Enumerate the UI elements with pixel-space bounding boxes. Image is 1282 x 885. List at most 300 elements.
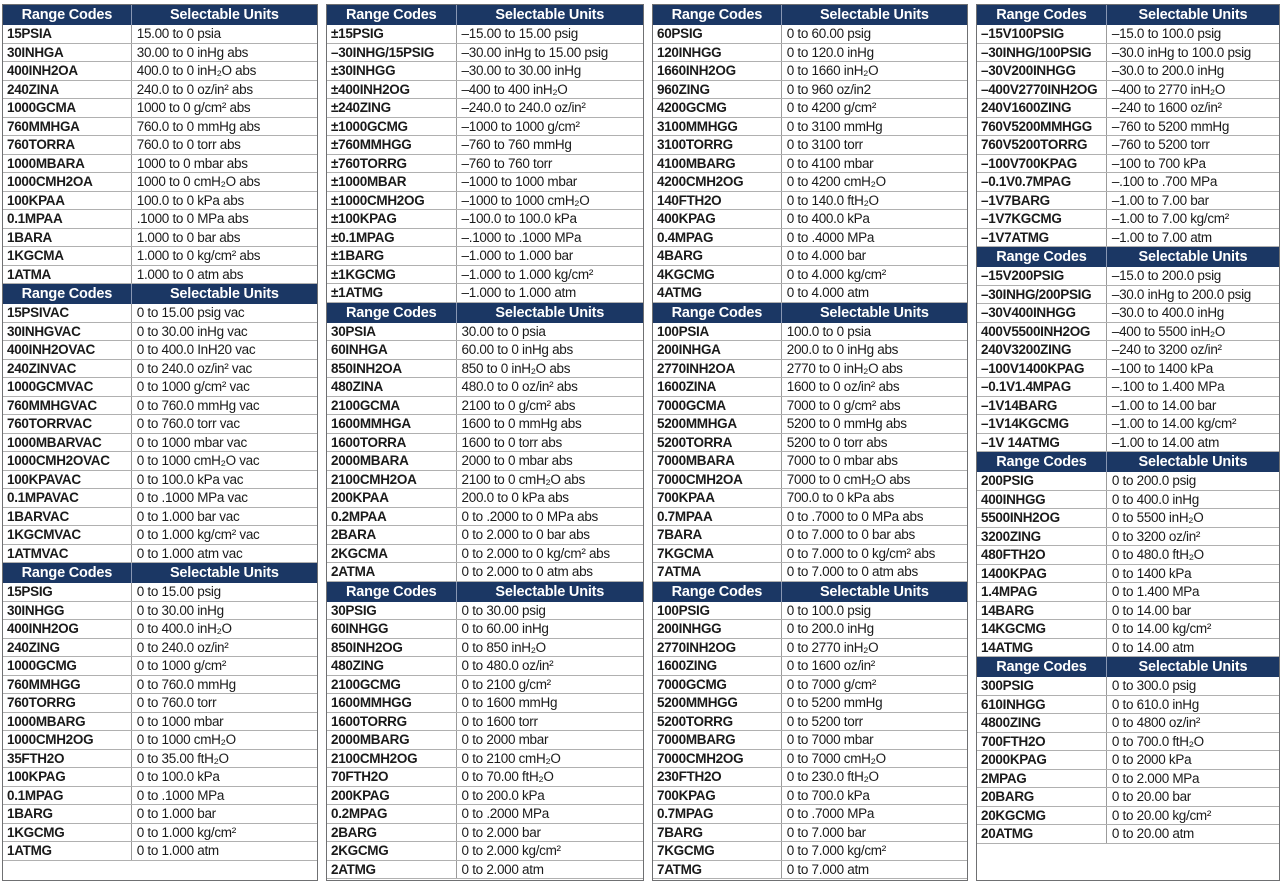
unit-cell: 0 to 4200 cmH₂O (786, 174, 886, 189)
table-row (327, 861, 643, 880)
range-code-cell: 14ATMG (977, 639, 1107, 657)
table-row (977, 696, 1279, 715)
unit-cell: 2770 to 0 inH₂O abs (786, 360, 903, 376)
range-code-cell: 100KPAVAC (3, 471, 132, 489)
unit-cell: 0 to 7.000 to 0 atm abs (786, 564, 918, 579)
table-row (327, 768, 643, 787)
range-code-cell: 5200MMHGA (653, 415, 782, 433)
range-code-cell: –30INHG/15PSIG (327, 44, 457, 62)
range-code-cell: 1000GCMVAC (3, 378, 132, 396)
table-row (327, 341, 643, 360)
table-row (977, 192, 1279, 211)
table-row (327, 118, 643, 137)
range-code-cell: –15V200PSIG (977, 267, 1107, 285)
range-code-cell: –1V7ATMG (977, 229, 1107, 247)
table-row (3, 210, 317, 229)
range-code-cell: 2KGCMA (327, 545, 457, 563)
unit-cell: –30.0 to 200.0 inHg (1111, 63, 1225, 78)
unit-cell: 0 to 1.000 kg/cm² (136, 824, 236, 840)
unit-cell: 0 to 200.0 psig (1111, 473, 1196, 488)
range-code-cell: –1V14BARG (977, 397, 1107, 415)
range-code-cell: –0.1V1.4MPAG (977, 378, 1107, 396)
unit-cell: 0 to 5200 torr (786, 713, 863, 729)
table-row (3, 526, 317, 545)
range-code-cell: 20BARG (977, 788, 1107, 806)
unit-cell: 0 to 1.000 atm vac (136, 545, 243, 561)
range-code-cell: –1V 14ATMG (977, 434, 1107, 452)
unit-cell: –1.00 to 14.00 atm (1111, 434, 1220, 450)
table-section-header (327, 5, 643, 25)
table-row (653, 676, 967, 695)
unit-cell: 0 to 3100 mmHg (786, 118, 883, 134)
table-row (327, 415, 643, 434)
selectable-units-header-cell: Selectable Units (495, 7, 605, 23)
table-row (327, 44, 643, 63)
unit-cell: .1000 to 0 MPa abs (136, 211, 249, 226)
unit-cell: –30.00 inHg to 15.00 psig (461, 44, 608, 60)
range-code-cell: 0.2MPAG (327, 805, 457, 823)
range-code-cell: ±100KPAG (327, 210, 457, 228)
unit-cell: 0 to 4.000 atm (786, 285, 869, 300)
unit-cell: 0 to 2770 inH₂O (786, 639, 879, 655)
unit-cell: 0 to 4800 oz/in² (1111, 715, 1201, 730)
table-row (3, 842, 317, 861)
table-row (3, 323, 317, 342)
table-row (653, 44, 967, 63)
range-codes-header-cell: Range Codes (3, 563, 132, 583)
table-row (653, 81, 967, 100)
range-code-cell: 700KPAG (653, 787, 782, 805)
table-row (327, 824, 643, 843)
unit-range-table (3, 563, 317, 880)
unit-cell: –.100 to 1.400 MPa (1111, 379, 1225, 394)
table-row (653, 452, 967, 471)
range-code-cell: 2MPAG (977, 770, 1107, 788)
unit-cell: –30.0 inHg to 200.0 psig (1111, 286, 1252, 302)
unit-cell: 0 to 14.00 kg/cm² (1111, 621, 1212, 636)
unit-cell: 0 to 2.000 kg/cm² (461, 843, 561, 858)
range-code-cell: 200INHGG (653, 620, 782, 638)
unit-cell: 0 to 200.0 inHg (786, 621, 874, 636)
unit-cell: –400 to 5500 inH₂O (1111, 323, 1226, 339)
table-row (3, 378, 317, 397)
table-row (327, 545, 643, 564)
unit-cell: 1.000 to 0 kg/cm² abs (136, 248, 261, 263)
range-code-cell: 4800ZING (977, 714, 1107, 732)
range-code-cell: 400KPAG (653, 210, 782, 228)
range-code-cell: 1KGCMVAC (3, 526, 132, 544)
unit-cell: 0 to 1.000 kg/cm² vac (136, 527, 260, 542)
range-code-cell: 200INHGA (653, 341, 782, 359)
unit-cell: –15.00 to 15.00 psig (461, 26, 578, 41)
unit-cell: 0 to 2.000 bar (461, 824, 541, 840)
table-row (653, 713, 967, 732)
range-code-cell: 480FTH2O (977, 546, 1107, 564)
range-code-cell: 7000GCMG (653, 676, 782, 694)
unit-cell: –1.00 to 14.00 bar (1111, 397, 1217, 413)
unit-cell: –1000 to 1000 g/cm² (461, 118, 580, 134)
table-row (653, 694, 967, 713)
table-row (3, 657, 317, 676)
range-code-cell: 2100GCMA (327, 397, 457, 415)
unit-cell: 700.0 to 0 kPa abs (786, 490, 894, 505)
unit-cell: 0 to 30.00 inHg (136, 602, 224, 618)
unit-cell: 850 to 0 inH₂O abs (461, 360, 571, 376)
unit-cell: –1000 to 1000 cmH₂O (461, 192, 590, 208)
table-section-header (3, 563, 317, 583)
unit-cell: 0 to 1600 oz/in² (786, 658, 875, 673)
table-row (327, 602, 643, 621)
unit-range-table (327, 303, 643, 582)
table-row (653, 787, 967, 806)
table-row (653, 731, 967, 750)
table-row (977, 639, 1279, 658)
table-row (977, 267, 1279, 286)
range-code-cell: 7KGCMG (653, 842, 782, 860)
unit-cell: 0 to 7.000 bar (786, 824, 866, 840)
unit-cell: 760.0 to 0 torr abs (136, 137, 241, 152)
unit-cell: 0 to 3100 torr (786, 137, 863, 152)
table-row (327, 639, 643, 658)
unit-cell: 1000 to 0 g/cm² abs (136, 100, 251, 115)
range-code-cell: ±15PSIG (327, 25, 457, 43)
range-code-cell: 2KGCMG (327, 842, 457, 860)
table-row (3, 545, 317, 564)
unit-cell: 0 to 140.0 ftH₂O (786, 192, 879, 208)
table-row (977, 472, 1279, 491)
table-row (977, 788, 1279, 807)
table-row (977, 714, 1279, 733)
range-code-cell: 4KGCMG (653, 266, 782, 284)
unit-cell: 0 to 70.00 ftH₂O (461, 769, 554, 784)
range-code-cell: 760V5200MMHGG (977, 118, 1107, 136)
range-code-cell: 1ATMA (3, 266, 132, 284)
unit-cell: 0 to 20.00 atm (1111, 826, 1194, 841)
table-row (327, 192, 643, 211)
unit-cell: –400 to 2770 inH₂O (1111, 81, 1226, 97)
unit-cell: 0 to 20.00 kg/cm² (1111, 807, 1212, 823)
table-row (977, 155, 1279, 174)
table-column-1 (2, 4, 318, 881)
unit-cell: 0 to 7000 g/cm² (786, 676, 877, 692)
range-code-cell: 4100MBARG (653, 155, 782, 173)
range-code-cell: 30INHGG (3, 602, 132, 620)
table-row (3, 787, 317, 806)
table-row (653, 602, 967, 621)
range-codes-header-cell: Range Codes (653, 303, 782, 323)
range-code-cell: 7000MBARA (653, 452, 782, 470)
range-code-cell: 760TORRG (3, 694, 132, 712)
range-code-cell: ±1000MBAR (327, 173, 457, 191)
range-code-cell: 1000GCMG (3, 657, 132, 675)
table-row (977, 323, 1279, 342)
table-row (327, 266, 643, 285)
table-row (977, 491, 1279, 510)
table-row (977, 304, 1279, 323)
table-row (3, 118, 317, 137)
range-code-cell: 400INH2OVAC (3, 341, 132, 359)
table-row (977, 378, 1279, 397)
unit-cell: 30.00 to 0 psia (461, 323, 546, 339)
table-row (327, 657, 643, 676)
unit-range-table (327, 582, 643, 881)
unit-cell: 0 to 400.0 inHg (1111, 491, 1199, 507)
table-section-header (653, 5, 967, 25)
range-code-cell: 1000CMH2OVAC (3, 452, 132, 470)
unit-cell: 2100 to 0 cmH₂O abs (461, 471, 585, 487)
range-code-cell: 700FTH2O (977, 733, 1107, 751)
table-row (653, 489, 967, 508)
range-code-cell: 1000CMH2OA (3, 173, 132, 191)
range-code-cell: 20KGCMG (977, 807, 1107, 825)
table-row (977, 807, 1279, 826)
table-row (653, 378, 967, 397)
unit-cell: 0 to 4200 g/cm² (786, 100, 877, 115)
range-code-cell: 610INHGG (977, 696, 1107, 714)
unit-cell: 100.0 to 0 psia (786, 323, 871, 339)
range-code-cell: 4ATMG (653, 284, 782, 302)
range-code-cell: 1ATMVAC (3, 545, 132, 563)
table-row (977, 136, 1279, 155)
selectable-units-header-cell: Selectable Units (169, 7, 279, 23)
range-code-cell: 0.7MPAA (653, 508, 782, 526)
table-row (977, 602, 1279, 621)
unit-cell: 0 to 1400 kPa (1111, 565, 1192, 581)
range-code-cell: 200PSIG (977, 472, 1107, 490)
unit-cell: 0 to 60.00 inHg (461, 621, 549, 636)
unit-cell: 200.0 to 0 kPa abs (461, 490, 569, 505)
table-row (653, 99, 967, 118)
range-codes-header-cell: Range Codes (327, 303, 457, 323)
unit-cell: 0 to 14.00 bar (1111, 602, 1191, 618)
range-code-cell: 300PSIG (977, 677, 1107, 695)
unit-cell: –15.0 to 100.0 psig (1111, 26, 1222, 41)
unit-cell: 0 to 5500 inH₂O (1111, 510, 1204, 525)
range-code-cell: 140FTH2O (653, 192, 782, 210)
unit-cell: 0 to 1000 g/cm² (136, 658, 227, 673)
table-row (327, 323, 643, 342)
table-row (977, 565, 1279, 584)
unit-cell: 0 to 3200 oz/in² (1111, 528, 1201, 544)
table-row (327, 99, 643, 118)
range-code-cell: 4BARG (653, 247, 782, 265)
unit-cell: 5200 to 0 mmHg abs (786, 416, 907, 431)
table-row (3, 44, 317, 63)
unit-cell: 0 to 100.0 kPa (136, 769, 220, 784)
range-code-cell: 2BARG (327, 824, 457, 842)
table-row (3, 304, 317, 323)
range-code-cell: –1V7KGCMG (977, 210, 1107, 228)
range-code-cell: 2000MBARA (327, 452, 457, 470)
range-code-cell: ±240ZING (327, 99, 457, 117)
unit-cell: 15.00 to 0 psia (136, 26, 221, 41)
range-code-cell: 7ATMG (653, 861, 782, 879)
unit-cell: 1000 to 0 cmH₂O abs (136, 174, 261, 189)
unit-cell: 0 to 230.0 ftH₂O (786, 769, 879, 784)
unit-range-table (653, 303, 967, 582)
unit-cell: 0 to .1000 MPa vac (136, 490, 248, 505)
unit-cell: –30.0 to 400.0 inHg (1111, 305, 1225, 320)
table-row (653, 397, 967, 416)
unit-cell: 0 to 1000 cmH₂O vac (136, 453, 260, 468)
range-code-cell: 70FTH2O (327, 768, 457, 786)
unit-cell: 0 to 240.0 oz/in² vac (136, 360, 253, 376)
selectable-units-header-cell: Selectable Units (819, 7, 929, 23)
range-code-cell: 0.1MPAVAC (3, 489, 132, 507)
table-row (653, 563, 967, 582)
range-code-cell: –30INHG/200PSIG (977, 286, 1107, 304)
unit-range-table (977, 657, 1279, 880)
table-row (653, 526, 967, 545)
unit-cell: 0 to 1600 torr (461, 713, 538, 729)
unit-cell: 0 to 2.000 atm (461, 861, 544, 877)
range-code-cell: 960ZING (653, 81, 782, 99)
range-code-cell: 1000MBARG (3, 713, 132, 731)
range-code-cell: 700KPAA (653, 489, 782, 507)
unit-cell: –1.000 to 1.000 bar (461, 248, 573, 263)
table-row (653, 62, 967, 81)
range-code-cell: 1600ZING (653, 657, 782, 675)
range-code-cell: 7BARA (653, 526, 782, 544)
unit-cell: 0 to 1.000 bar (136, 806, 216, 821)
range-code-cell: 1600TORRG (327, 713, 457, 731)
table-column-2 (326, 4, 644, 881)
unit-cell: 0 to 700.0 ftH₂O (1111, 733, 1204, 749)
table-row (3, 62, 317, 81)
unit-cell: 0 to 480.0 oz/in² (461, 658, 554, 673)
table-row (327, 360, 643, 379)
unit-cell: 1600 to 0 torr abs (461, 434, 562, 450)
table-row (3, 25, 317, 44)
selectable-units-header-cell: Selectable Units (1138, 659, 1248, 675)
selectable-units-header-cell: Selectable Units (1138, 249, 1248, 265)
table-row (977, 583, 1279, 602)
table-row (653, 136, 967, 155)
range-code-cell: –0.1V0.7MPAG (977, 173, 1107, 191)
range-code-cell: 1BARVAC (3, 508, 132, 526)
unit-cell: 0 to 4.000 kg/cm² (786, 266, 886, 282)
range-code-cell: 7000CMH2OG (653, 750, 782, 768)
table-section-header (977, 657, 1279, 677)
range-codes-header-cell: Range Codes (977, 5, 1107, 25)
unit-cell: 0 to 240.0 oz/in² (136, 639, 229, 655)
range-code-cell: –1V14KGCMG (977, 415, 1107, 433)
table-row (327, 787, 643, 806)
table-row (653, 229, 967, 248)
range-code-cell: 1600TORRA (327, 434, 457, 452)
table-row (653, 805, 967, 824)
table-row (3, 489, 317, 508)
range-codes-header-cell: Range Codes (3, 5, 132, 25)
range-code-cell: 760MMHGVAC (3, 397, 132, 415)
unit-range-table (327, 5, 643, 303)
unit-cell: 0 to 7000 mbar (786, 732, 874, 747)
unit-cell: 1600 to 0 mmHg abs (461, 416, 582, 431)
unit-cell: –240 to 1600 oz/in² (1111, 100, 1222, 115)
unit-cell: –1.00 to 7.00 kg/cm² (1111, 211, 1229, 226)
range-code-cell: ±30INHGG (327, 62, 457, 80)
table-section-header (327, 303, 643, 323)
table-row (977, 434, 1279, 453)
table-row (653, 210, 967, 229)
table-row (977, 546, 1279, 565)
unit-cell: –100.0 to 100.0 kPa (461, 211, 577, 226)
range-code-cell: 240ZINVAC (3, 360, 132, 378)
range-code-cell: 60PSIG (653, 25, 782, 43)
unit-cell: 0 to 7.000 atm (786, 861, 869, 877)
range-code-cell: 760MMHGG (3, 676, 132, 694)
table-row (3, 824, 317, 843)
unit-cell: –1.00 to 14.00 kg/cm² (1111, 416, 1237, 431)
table-row (977, 528, 1279, 547)
table-row (327, 81, 643, 100)
range-code-cell: ±1ATMG (327, 284, 457, 302)
unit-cell: 0 to .7000 to 0 MPa abs (786, 508, 924, 524)
unit-cell: 100.0 to 0 kPa abs (136, 192, 244, 208)
range-code-cell: 2000MBARG (327, 731, 457, 749)
unit-cell: 2000 to 0 mbar abs (461, 453, 573, 468)
table-row (3, 508, 317, 527)
table-row (977, 44, 1279, 63)
unit-cell: 0 to .2000 to 0 MPa abs (461, 508, 598, 524)
unit-cell: 0 to 400.0 kPa (786, 211, 870, 226)
range-code-cell: 2100CMH2OG (327, 750, 457, 768)
unit-cell: 0 to 760.0 torr vac (136, 416, 240, 431)
range-code-cell: 30PSIA (327, 323, 457, 341)
table-row (653, 861, 967, 880)
range-code-cell: 0.2MPAA (327, 508, 457, 526)
range-code-cell: 120INHGG (653, 44, 782, 62)
range-code-cell: 1000MBARA (3, 155, 132, 173)
table-row (653, 415, 967, 434)
table-row (653, 545, 967, 564)
range-code-cell: 0.7MPAG (653, 805, 782, 823)
unit-cell: 0 to 1.400 MPa (1111, 584, 1200, 599)
unit-cell: 0 to 2.000 to 0 bar abs (461, 527, 590, 542)
unit-cell: 0 to 1600 mmHg (461, 695, 558, 710)
unit-cell: 0 to 850 inH₂O (461, 639, 546, 655)
table-row (327, 155, 643, 174)
unit-cell: 0 to 5200 mmHg (786, 695, 883, 710)
table-row (653, 155, 967, 174)
unit-cell: 0 to 120.0 inHg (786, 44, 874, 60)
table-row (977, 81, 1279, 100)
range-code-cell: 240V3200ZING (977, 341, 1107, 359)
range-code-cell: 2770INH2OG (653, 639, 782, 657)
range-code-cell: 20ATMG (977, 825, 1107, 843)
table-column-4 (976, 4, 1280, 881)
table-row (327, 136, 643, 155)
range-code-cell: 30PSIG (327, 602, 457, 620)
table-row (977, 620, 1279, 639)
table-row (653, 471, 967, 490)
range-code-cell: 1BARG (3, 805, 132, 823)
range-code-cell: –400V2770INH2OG (977, 81, 1107, 99)
table-row (977, 825, 1279, 844)
range-codes-header-cell: Range Codes (327, 582, 457, 602)
unit-cell: 5200 to 0 torr abs (786, 434, 888, 450)
unit-cell: 0 to 480.0 ftH₂O (1111, 547, 1204, 562)
range-code-cell: 760TORRVAC (3, 415, 132, 433)
table-row (653, 25, 967, 44)
unit-cell: 0 to 200.0 kPa (461, 787, 545, 803)
unit-cell: 7000 to 0 mbar abs (786, 453, 898, 468)
table-row (3, 99, 317, 118)
table-row (977, 751, 1279, 770)
unit-cell: 2100 to 0 g/cm² abs (461, 397, 576, 413)
table-row (3, 471, 317, 490)
unit-range-table (653, 582, 967, 881)
